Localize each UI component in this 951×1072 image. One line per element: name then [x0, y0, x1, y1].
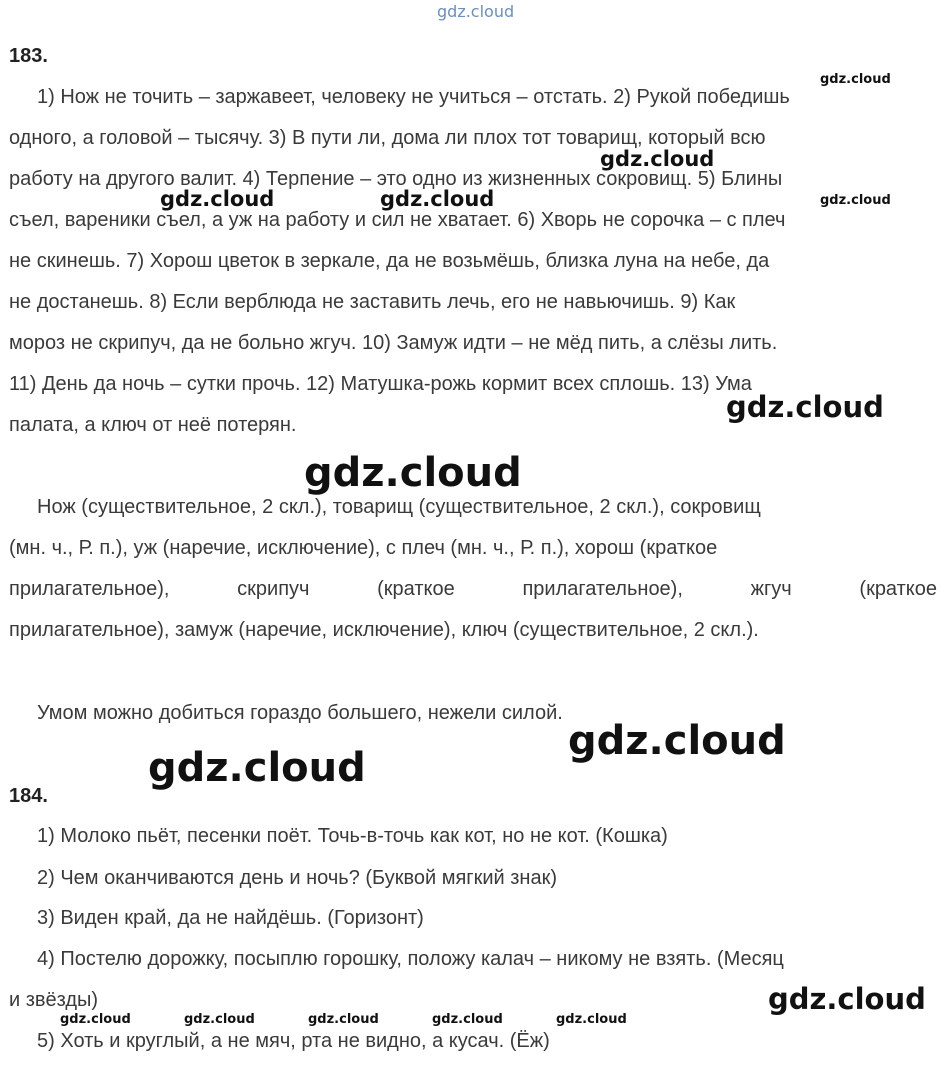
watermark: gdz.cloud [308, 1012, 379, 1027]
conclusion: Умом можно добиться гораздо большего, нежели силой. [37, 702, 563, 724]
text-line: 11) День да ночь – сутки прочь. 12) Матушка-рожь кормит всех сплошь. 13) Ума [9, 373, 752, 395]
exercise-number: 184. [9, 785, 48, 807]
analysis-line: Нож (существительное, 2 скл.), товарищ (существительное, 2 скл.), сокровищ [37, 496, 761, 518]
analysis-line: прилагательное), замуж (наречие, исключение), ключ (существительное, 2 скл.). [9, 619, 759, 641]
watermark: gdz.cloud [432, 1012, 503, 1027]
text-line: съел, вареники съел, а уж на работу и сил не хватает. 6) Хворь не сорочка – с плеч [9, 209, 786, 231]
watermark: gdz.cloud [768, 982, 926, 1016]
riddle-line: 5) Хоть и круглый, а не мяч, рта не видно, а кусач. (Ёж) [37, 1030, 550, 1052]
watermark: gdz.cloud [726, 390, 884, 424]
watermark: gdz.cloud [160, 187, 275, 211]
watermark: gdz.cloud [380, 187, 495, 211]
riddle-line: 3) Виден край, да не найдёшь. (Горизонт) [37, 907, 424, 929]
exercise-number: 183. [9, 45, 48, 67]
watermark: gdz.cloud [60, 1012, 131, 1027]
text-line: работу на другого валит. 4) Терпение – это одно из жизненных сокровищ. 5) Блины [9, 168, 783, 190]
analysis-line: (мн. ч., Р. п.), уж (наречие, исключение), с плеч (мн. ч., Р. п.), хорош (краткое [9, 537, 718, 559]
watermark: gdz.cloud [568, 718, 786, 764]
text-line: не достанешь. 8) Если верблюда не заставить лечь, его не навьючишь. 9) Как [9, 291, 736, 313]
riddle-line: 2) Чем оканчиваются день и ночь? (Буквой мягкий знак) [37, 867, 557, 889]
riddle-line: и звёзды) [9, 989, 99, 1011]
watermark: gdz.cloud [600, 147, 715, 171]
riddle-line: 1) Молоко пьёт, песенки поёт. Точь-в-точь как кот, но не кот. (Кошка) [37, 825, 668, 847]
watermark: gdz.cloud [304, 450, 522, 496]
text-line: палата, а ключ от неё потерян. [9, 414, 297, 436]
text-line: не скинешь. 7) Хорош цветок в зеркале, да не возьмёшь, близка луна на небе, да [9, 250, 770, 272]
text-line: мороз не скрипуч, да не больно жгуч. 10) Замуж идти – не мёд пить, а слёзы лить. [9, 332, 778, 354]
text-line: 1) Нож не точить – заржавеет, человеку не учиться – отстать. 2) Рукой победишь [37, 86, 790, 108]
watermark: gdz.cloud [820, 193, 891, 208]
watermark: gdz.cloud [820, 72, 891, 87]
analysis-line: прилагательное), скрипуч (краткое прилагательное), жгуч (краткое [9, 578, 937, 600]
watermark-top: gdz.cloud [437, 2, 515, 21]
riddle-line: 4) Постелю дорожку, посыплю горошку, положу калач – никому не взять. (Месяц [37, 948, 784, 970]
watermark: gdz.cloud [184, 1012, 255, 1027]
watermark: gdz.cloud [148, 745, 366, 791]
text-line: одного, а головой – тысячу. 3) В пути ли, дома ли плох тот товарищ, который всю [9, 127, 766, 149]
watermark: gdz.cloud [556, 1012, 627, 1027]
